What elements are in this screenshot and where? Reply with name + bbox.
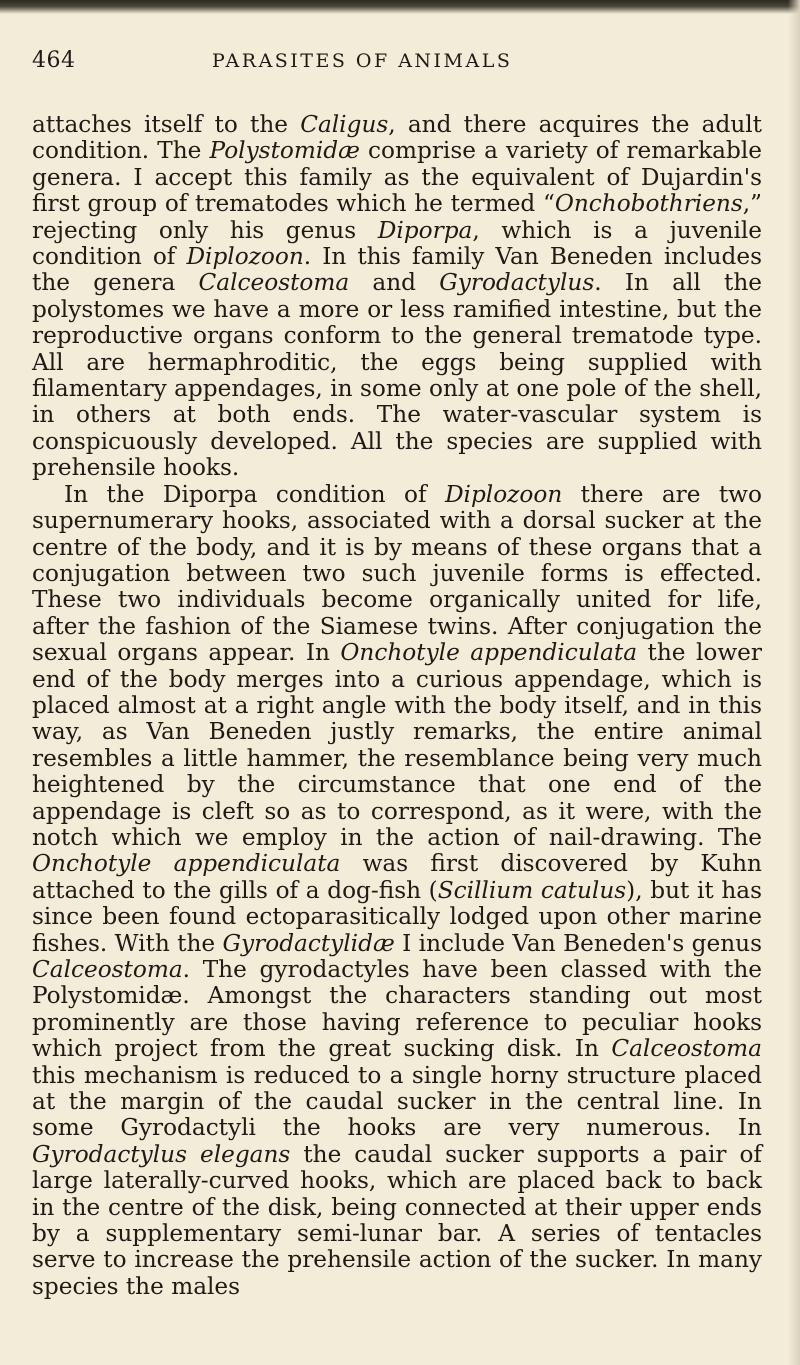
page-header xyxy=(32,48,732,88)
text-run: ,” rejecting only his genus xyxy=(32,190,762,244)
text-run: the caudal sucker supports a pair of large laterally-curved hooks, which are placed back to back in the centre of the disk, being connected at their upper ends by a supplementary semi-lunar bar. A series of tentacles serve to increase the prehensile action of the sucker. In many species the males xyxy=(32,1140,762,1300)
italic-term: Onchotyle appendiculata xyxy=(32,850,341,878)
italic-term: Onchobothriens xyxy=(554,190,743,218)
paragraph-1 xyxy=(32,112,762,482)
text-run: the lower end of the body merges into a curious appendage, which is placed almost at a right angle with the body itself, and in this way, as Van Beneden justly remarks, the entire animal resembles a little hammer, the resemblance being very much heightened by the circumstance that one end of the appendage is cleft so as to correspond, as it were, with the notch which we employ in the action of nail-drawing. The xyxy=(32,639,762,851)
italic-term: Diplozoon xyxy=(444,480,563,508)
text-run: and xyxy=(349,269,440,297)
page-top-edge-shadow xyxy=(0,0,800,14)
text-run: there are two supernumerary hooks, associated with a dorsal sucker at the centre of the body, and it is by means of these organs that a conjugation between two such juvenile forms is effected. These two individuals become organically united for life, after the fashion of the Siamese twins. After conjugation the sexual organs appear. In xyxy=(32,480,762,667)
italic-term: Calceostoma xyxy=(611,1035,762,1063)
text-run: I include Van Beneden's genus xyxy=(394,929,762,957)
italic-term: Onchotyle appendiculata xyxy=(340,639,638,667)
body-text xyxy=(32,112,762,1300)
page-number: 464 xyxy=(32,48,76,73)
text-run: this mechanism is reduced to a single horny structure placed at the margin of the caudal sucker in the central line. In some Gyrodactyli the hooks are very numerous. In xyxy=(32,1061,762,1142)
italic-term: Gyrodactylus elegans xyxy=(32,1140,291,1168)
italic-term: Polystomidæ xyxy=(209,137,360,165)
running-head: PARASITES OF ANIMALS xyxy=(212,50,513,72)
italic-term: Gyrodactylidæ xyxy=(222,929,395,957)
page-right-edge-shadow xyxy=(788,0,800,1365)
paragraph-2 xyxy=(32,482,762,1301)
text-run: , and there acquires the adult condition. The xyxy=(32,111,763,165)
italic-term: Scillium catulus xyxy=(437,876,627,904)
text-run: . The gyrodactyles have been classed with the Polystomidæ. Amongst the characters standing out most prominently are those having reference to peculiar hooks which project from the great sucking disk. In xyxy=(32,956,762,1063)
italic-term: Caligus xyxy=(300,111,389,138)
text-run: attaches itself to the xyxy=(32,111,301,138)
italic-term: Calceostoma xyxy=(32,956,183,983)
italic-term: Diplozoon xyxy=(186,243,304,271)
text-run: was first discovered by Kuhn attached to the gills of a dog-fish ( xyxy=(32,850,762,904)
text-run: . In this family Van Beneden includes the genera xyxy=(32,243,762,297)
text-run: In the Diporpa condition of xyxy=(64,480,445,508)
italic-term: Diporpa xyxy=(377,216,473,244)
text-run: comprise a variety of remarkable genera. I accept this family as the equivalent of Dujardin's first group of trematodes which he termed “ xyxy=(32,137,762,218)
text-run: , which is a juvenile condition of xyxy=(32,216,762,271)
italic-term: Gyrodactylus xyxy=(439,269,595,297)
text-run: ), but it has since been found ectoparasitically lodged upon other marine fishes. With the xyxy=(32,876,762,957)
italic-term: Calceostoma xyxy=(198,269,350,297)
text-run: . In all the polystomes we have a more or less ramified intestine, but the reproductive organs conform to the general trematode type. All are hermaphroditic, the eggs being supplied with filamentary appendages, in some only at one pole of the shell, in others at both ends. The water-vascular system is conspicuously developed. All the species are supplied with prehensile hooks. xyxy=(32,269,762,482)
